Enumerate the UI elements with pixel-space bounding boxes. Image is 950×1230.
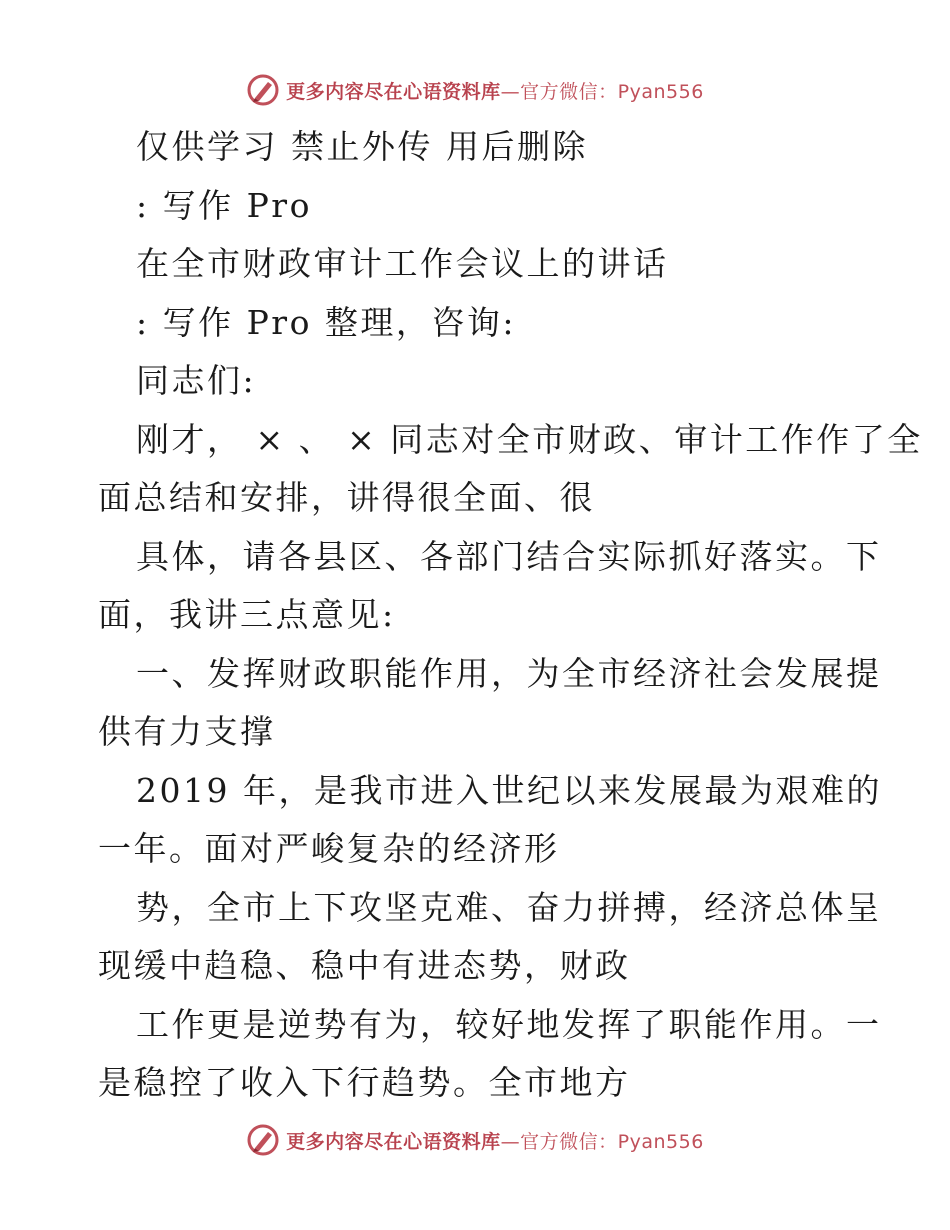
paragraph-line: 工作更是逆势有为，较好地发挥了职能作用。一 (136, 1004, 882, 1044)
header-banner-text: 更多内容尽在心语资料库—官方微信：Pyan556 (286, 80, 704, 103)
document-title: 在全市财政审计工作会议上的讲话 (136, 244, 669, 283)
section-heading: 供有力支撑 (98, 712, 276, 751)
text-line: 仅供学习 禁止外传 用后删除 (136, 127, 588, 166)
paragraph-line: 刚才， × 、 × 同志对全市财政、审计工作作了全 (136, 419, 923, 459)
paragraph-line: 2019 年，是我市进入世纪以来发展最为艰难的 (136, 770, 882, 810)
salutation: 同志们: (136, 361, 257, 400)
paragraph-line: 一年。面对严峻复杂的经济形 (98, 829, 560, 868)
footer-banner (0, 1120, 950, 1160)
paragraph-line: 面总结和安排，讲得很全面、很 (98, 478, 595, 517)
paragraph-line: 面，我讲三点意见: (98, 595, 396, 634)
paragraph-line: 势，全市上下攻坚克难、奋力拼搏，经济总体呈 (136, 887, 882, 927)
footer-banner-text: 更多内容尽在心语资料库—官方微信：Pyan556 (286, 1130, 704, 1153)
text-line: : 写作 Pro (136, 185, 312, 225)
paragraph-line: 现缓中趋稳、稳中有进态势，财政 (98, 946, 631, 985)
paragraph-line: 具体，请各县区、各部门结合实际抓好落实。下 (136, 536, 882, 576)
header-banner (0, 70, 950, 110)
paragraph-line: 是稳控了收入下行趋势。全市地方 (98, 1063, 631, 1102)
text-line: : 写作 Pro 整理，咨询: (136, 302, 517, 342)
pen-logo-icon (246, 1123, 280, 1157)
section-heading: 一、发挥财政职能作用，为全市经济社会发展提 (136, 653, 882, 693)
document-body (98, 118, 923, 1113)
pen-logo-icon (246, 73, 280, 107)
